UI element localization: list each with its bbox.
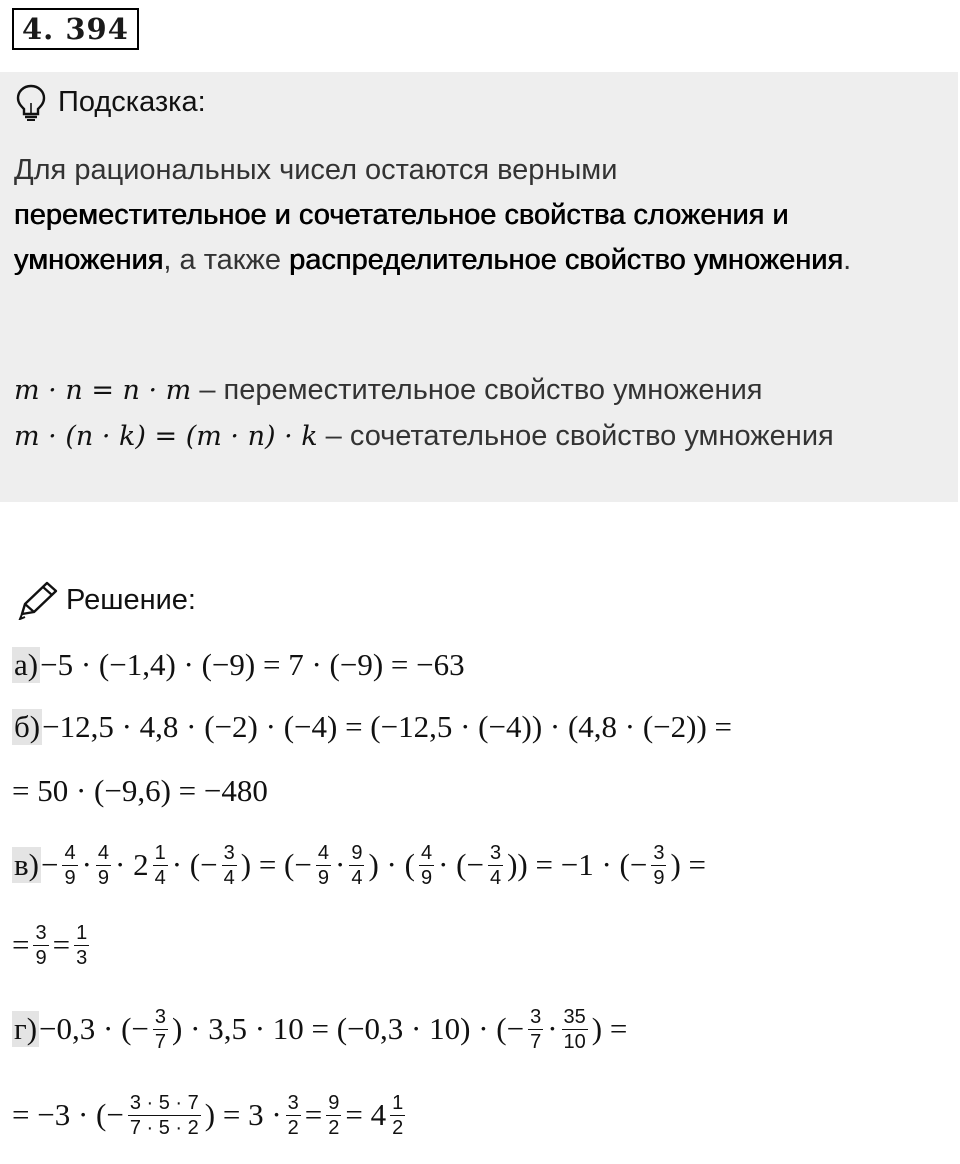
numerator: 3 [489, 841, 502, 864]
denominator: 9 [317, 866, 329, 889]
expr-part: − [40, 847, 59, 882]
denominator: 7 · 5 · 2 [129, 1116, 199, 1139]
solution-line-b-cont [12, 768, 268, 814]
expression: −5 · (−1,4) · (−9) = 7 · (−9) = −63 [40, 647, 465, 682]
hint-title: Подсказка: [58, 85, 206, 118]
solution-title: Решение: [66, 583, 196, 616]
solution-line-g [12, 998, 627, 1060]
numerator: 1 [76, 921, 88, 944]
denominator: 7 [154, 1030, 167, 1053]
expr-part: ) = [670, 847, 707, 882]
denominator: 4 [223, 866, 235, 889]
hint-bold-properties: переместительное и сочетательное свойства сложения и умножения [14, 199, 789, 276]
numerator: 9 [351, 841, 363, 864]
expr-part: · [335, 847, 346, 882]
item-label-a: а) [14, 647, 39, 682]
expr-part: · [547, 1011, 558, 1046]
expr-part: ) = (− [240, 847, 312, 882]
expr-part: = [12, 927, 30, 962]
denominator: 2 [328, 1116, 340, 1139]
denominator: 4 [489, 866, 502, 889]
hint-bold-distributive: распределительное свойство умножения [289, 244, 844, 276]
fraction [62, 841, 77, 890]
formula-math: m · n = n · m [14, 375, 192, 406]
expr-part: = 4 [345, 1097, 387, 1132]
fraction [286, 1091, 301, 1140]
expr-part: )) = −1 · (− [507, 847, 648, 882]
fraction [96, 841, 111, 890]
expr-part: = −3 · (− [12, 1097, 124, 1132]
fraction [562, 1005, 588, 1054]
denominator: 9 [653, 866, 665, 889]
denominator: 7 [530, 1030, 542, 1053]
numerator: 35 [563, 1005, 586, 1028]
formula-commutative [14, 374, 762, 407]
denominator: 2 [287, 1116, 299, 1139]
fraction [390, 1091, 405, 1140]
denominator: 9 [97, 866, 110, 889]
item-label-b: б) [14, 709, 41, 744]
formula-associative [14, 420, 834, 453]
expr-part: · (− [171, 847, 218, 882]
fraction [326, 1091, 341, 1140]
numerator: 4 [317, 841, 329, 864]
expr-part: ) · ( [368, 847, 415, 882]
expr-part: −0,3 · (− [39, 1011, 149, 1046]
numerator: 1 [154, 841, 166, 864]
numerator: 3 · 5 · 7 [129, 1091, 199, 1114]
solution-line-v [12, 834, 706, 896]
lightbulb-icon [14, 83, 48, 121]
pencil-icon [14, 580, 60, 620]
fraction [349, 841, 364, 890]
numerator: 9 [328, 1091, 340, 1114]
formula-desc: – переместительное свойство умножения [191, 374, 763, 406]
fraction [153, 841, 168, 890]
denominator: 9 [64, 866, 76, 889]
fraction [128, 1091, 201, 1140]
fraction [74, 921, 89, 970]
numerator: 3 [287, 1091, 299, 1114]
expr-part: · [81, 847, 92, 882]
solution-header [14, 578, 196, 622]
expr-part: = [52, 927, 71, 962]
item-label-v: в) [14, 847, 39, 882]
hint-text-part: , а также [163, 244, 290, 276]
hint-header [14, 82, 206, 122]
expr-part: ) · 3,5 · 10 = (−0,3 · 10) · (− [172, 1011, 525, 1046]
denominator: 9 [420, 866, 433, 889]
formula-math: m · (n · k) = (m · n) · k [14, 421, 318, 452]
numerator: 4 [420, 841, 433, 864]
hint-text-part: . [843, 244, 852, 276]
numerator: 3 [530, 1005, 542, 1028]
solution-line-g-cont [12, 1084, 409, 1146]
denominator: 10 [563, 1030, 586, 1053]
fraction [419, 841, 434, 890]
numerator: 3 [35, 921, 47, 944]
denominator: 4 [351, 866, 363, 889]
expr-part: ) = [591, 1011, 628, 1046]
numerator: 3 [653, 841, 665, 864]
numerator: 4 [64, 841, 76, 864]
expr-part: = [304, 1097, 323, 1132]
item-label-g: г) [14, 1011, 38, 1046]
numerator: 1 [392, 1091, 404, 1114]
expression: = 50 · (−9,6) = −480 [12, 773, 268, 808]
task-number: 4. 394 [12, 8, 139, 50]
fraction [153, 1005, 168, 1054]
denominator: 3 [76, 946, 88, 969]
hint-text [14, 148, 934, 283]
denominator: 4 [154, 866, 166, 889]
fraction [316, 841, 331, 890]
hint-text-part: Для рациональных чисел остаются верными [14, 154, 618, 186]
fraction [488, 841, 503, 890]
fraction [528, 1005, 543, 1054]
denominator: 9 [35, 946, 47, 969]
numerator: 4 [97, 841, 110, 864]
numerator: 3 [223, 841, 235, 864]
denominator: 2 [392, 1116, 404, 1139]
expr-part: ) = 3 · [204, 1097, 282, 1132]
fraction [33, 921, 48, 970]
expr-part: · 2 [115, 847, 149, 882]
solution-line-v-cont [12, 914, 93, 976]
fraction [651, 841, 666, 890]
solution-line-a [12, 642, 465, 688]
formula-desc: – сочетательное свойство умножения [317, 420, 834, 452]
numerator: 3 [154, 1005, 167, 1028]
solution-line-b [12, 704, 732, 750]
expression: −12,5 · 4,8 · (−2) · (−4) = (−12,5 · (−4)) · (4,8 · (−2)) = [42, 709, 733, 744]
fraction [222, 841, 237, 890]
expr-part: · (− [438, 847, 484, 882]
